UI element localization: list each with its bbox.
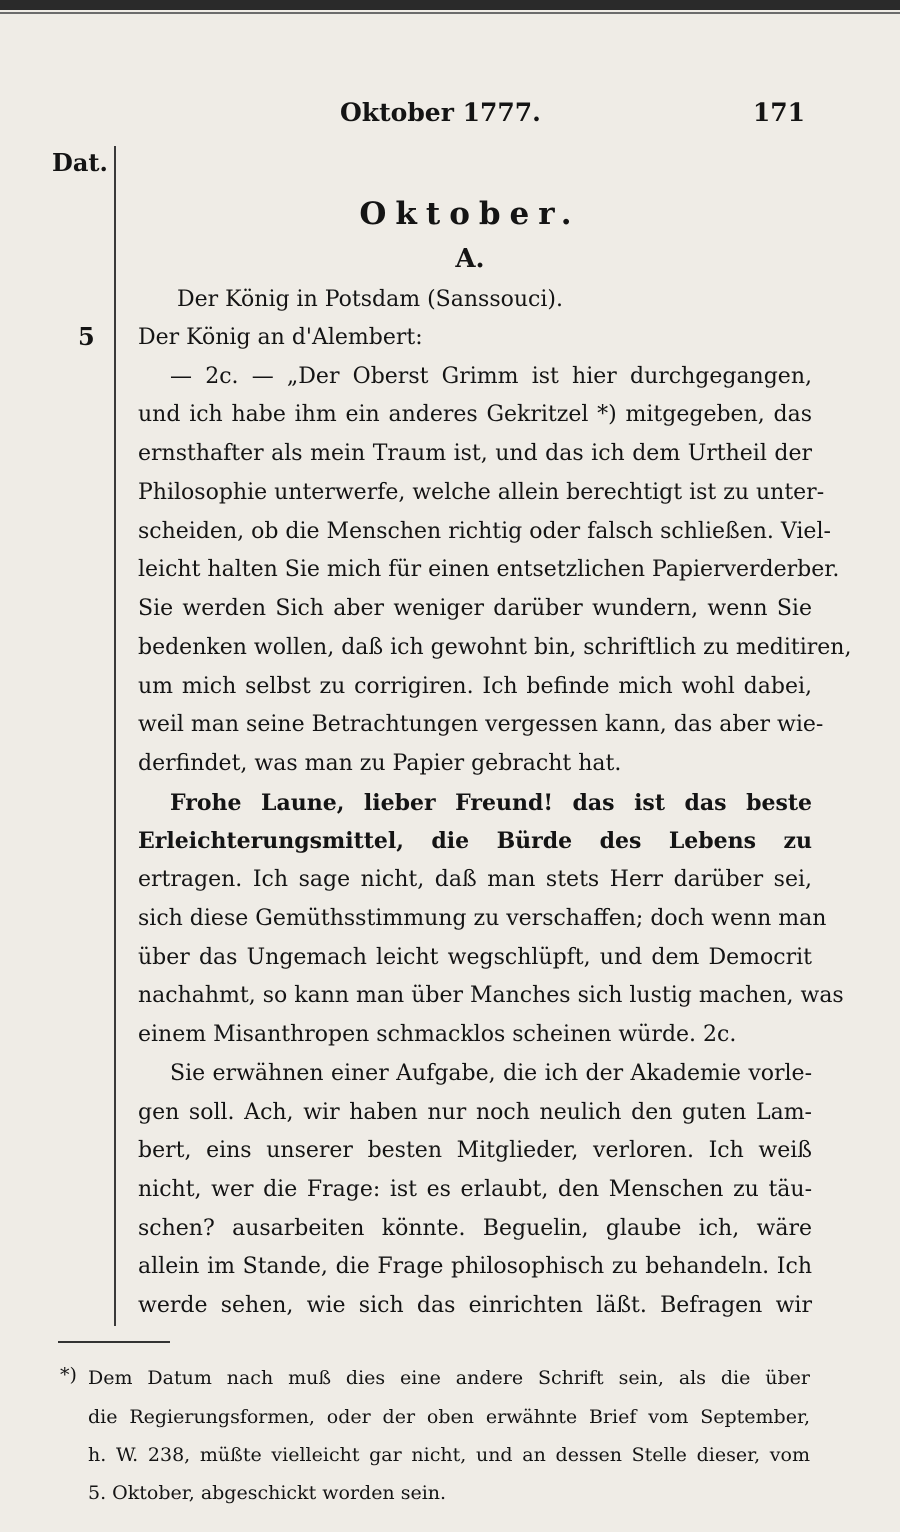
- text-line: weil man seine Betrachtungen vergessen kann, das aber wie-: [138, 712, 824, 737]
- top-thin-rule: [0, 12, 900, 14]
- text-line: Erleichterungsmittel, die Bürde des Lebens zu: [138, 828, 812, 854]
- text-line: nicht, wer die Frage: ist es erlaubt, den Menschen zu täu-: [138, 1177, 812, 1202]
- text-line: schen? ausarbeiten könnte. Beguelin, glaube ich, wäre: [138, 1216, 812, 1241]
- text-line: ertragen. Ich sage nicht, daß man stets Herr darüber sei,: [138, 867, 812, 892]
- margin-date-number: 5: [78, 322, 95, 351]
- text-line: sich diese Gemüthsstimmung zu verschaffen; doch wenn man: [138, 906, 827, 931]
- month-heading: Oktober.: [359, 196, 581, 232]
- text-line: nachahmt, so kann man über Manches sich lustig machen, was: [138, 983, 844, 1008]
- text-line: und ich habe ihm ein anderes Gekritzel *) mitgegeben, das: [138, 402, 812, 427]
- footnote-line: die Regierungsformen, oder der oben erwähnte Brief vom September,: [88, 1406, 810, 1428]
- running-head: [0, 98, 900, 138]
- top-border-rule: [0, 0, 900, 10]
- text-line: bedenken wollen, daß ich gewohnt bin, schriftlich zu meditiren,: [138, 635, 852, 660]
- text-line: um mich selbst zu corrigiren. Ich befinde mich wohl dabei,: [138, 674, 812, 699]
- text-line: scheiden, ob die Menschen richtig oder falsch schließen. Viel-: [138, 519, 831, 544]
- text-line: — 2c. — „Der Oberst Grimm ist hier durchgegangen,: [170, 364, 812, 389]
- text-line: Philosophie unterwerfe, welche allein berechtigt ist zu unter-: [138, 480, 825, 505]
- text-line: Der König in Potsdam (Sanssouci).: [177, 287, 563, 312]
- text-line: werde sehen, wie sich das einrichten läßt. Befragen wir: [138, 1293, 812, 1318]
- text-line: einem Misanthropen schmacklos scheinen würde. 2c.: [138, 1022, 737, 1047]
- running-head-title: Oktober 1777.: [340, 98, 541, 127]
- text-line: leicht halten Sie mich für einen entsetzlichen Papierverderber.: [138, 557, 840, 582]
- date-column-label: Dat.: [52, 148, 108, 177]
- footnote-rule: [58, 1341, 170, 1343]
- footnote-line: 5. Oktober, abgeschickt worden sein.: [88, 1482, 447, 1504]
- text-line: derfindet, was man zu Papier gebracht hat.: [138, 751, 622, 776]
- footnote-marker: *): [60, 1364, 77, 1386]
- text-line: ernsthafter als mein Traum ist, und das ich dem Urtheil der: [138, 441, 812, 466]
- text-line: allein im Stande, die Frage philosophisch zu behandeln. Ich: [138, 1254, 812, 1279]
- text-line: über das Ungemach leicht wegschlüpft, und dem Democrit: [138, 945, 812, 970]
- text-line: Sie werden Sich aber weniger darüber wundern, wenn Sie: [138, 596, 812, 621]
- text-line: Sie erwähnen einer Aufgabe, die ich der Akademie vorle-: [170, 1061, 812, 1086]
- section-letter: A.: [455, 244, 485, 274]
- footnote-line: h. W. 238, müßte vielleicht gar nicht, und an dessen Stelle dieser, vom: [88, 1444, 810, 1466]
- page-number: 171: [752, 98, 805, 127]
- text-line: gen soll. Ach, wir haben nur noch neulich den guten Lam-: [138, 1100, 812, 1125]
- text-line: Frohe Laune, lieber Freund! das ist das beste: [170, 790, 812, 816]
- text-line: Der König an d'Alembert:: [138, 325, 423, 350]
- text-line: bert, eins unserer besten Mitglieder, verloren. Ich weiß: [138, 1138, 812, 1163]
- footnote-line: Dem Datum nach muß dies eine andere Schrift sein, als die über: [88, 1367, 810, 1389]
- margin-divider: [114, 146, 116, 1326]
